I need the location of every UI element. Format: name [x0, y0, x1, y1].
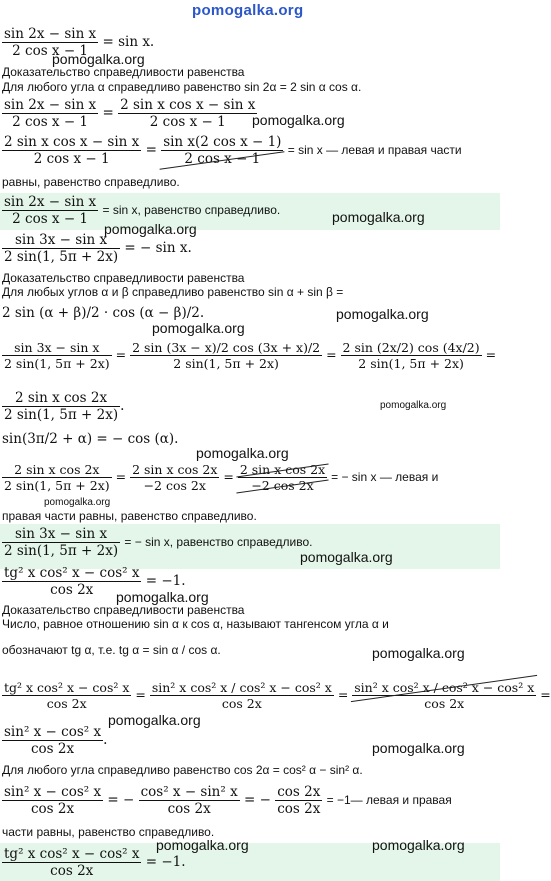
s2-result: $\frac{\text{sin 3x − sin x}}{2 \sin(1, 5\pi + 2x)}$ = − sin x, равенство справедливо. [4, 526, 313, 559]
watermark: pomogalka.org [372, 645, 465, 661]
s3-rule1: Число, равное отношению sin α к cos α, называют тангенсом угла α и [2, 617, 389, 631]
s1-line1: $\frac{\text{sin 2x − sin x}}{\text{2 cos x − 1}}$ = $\frac{\text{2 sin x cos x − sin x}}{\text{2 cos x − 1}}$ [4, 97, 256, 130]
s3-line3: $\frac{\text{sin² x − cos² x}}{\cos 2x}$ = − $\frac{\text{cos² x − sin² x}}{\cos 2x}$ = − $\frac{\cos 2x}{\cos 2x}$ = −1— левая и правая [4, 784, 452, 817]
s3-line1: $\frac{\text{tg² x cos² x − cos² x}}{\cos 2x}$ = $\frac{\text{sin² x cos² x / cos² x − cos² x}}{\cos 2x}$ = $\frac{\text{sin² x cos² x / cos² x − cos² x}}{\cos 2x}$ = [4, 680, 551, 711]
s3-rule2: обозначают tg α, т.е. tg α = sin α / cos α. [2, 643, 221, 657]
s2-conclusion: правая части равны, равенство справедливо. [2, 509, 257, 523]
s2-reduction: sin(3π/2 + α) = − cos (α). [2, 431, 179, 447]
s3-proof-heading: Доказательство справедливости равенства [2, 603, 245, 617]
watermark: pomogalka.org [196, 445, 289, 461]
s1-line2: $\frac{\text{2 sin x cos x − sin x}}{\text{2 cos x − 1}}$ = $\frac{\text{sin x(2 cos x − 1)}}{\text{2 cos x − 1}}$ = sin x — левая и правая части [4, 134, 462, 167]
s1-result: $\frac{\text{sin 2x − sin x}}{\text{2 cos x − 1}}$ = sin x, равенство справедливо. [4, 194, 281, 227]
s2-proof-heading: Доказательство справедливости равенства [2, 271, 245, 285]
watermark: pomogalka.org [372, 837, 465, 853]
s2-sum-formula: 2 sin (α + β)/2 · cos (α − β)/2. [2, 305, 205, 321]
watermark: pomogalka.org [44, 497, 111, 508]
s2-line1: $\frac{\text{sin 3x − sin x}}{2 \sin(1, 5\pi + 2x)}$ = $\frac{2 \sin (3x - x)/2 \cos (3x + x)/2}{2 \sin(1, 5\pi + 2x)}$ = $\frac{2 \sin (2x/2) \cos (4x/2)}{2 \sin(1, 5\pi + 2x)}$ = [4, 340, 497, 371]
s3-rule3: Для любого угла справедливо равенство cos 2α = cos² α − sin² α. [2, 763, 363, 777]
watermark: pomogalka.org [336, 306, 429, 322]
s3-equation: $\frac{\text{tg² x cos² x − cos² x}}{\cos 2x}$ = −1. [4, 565, 186, 598]
s1-proof-heading: Доказательство справедливости равенства [2, 65, 245, 79]
s2-rule: Для любых углов α и β справедливо равенство sin α + sin β = [2, 285, 344, 299]
s1-conclusion: равны, равенство справедливо. [2, 175, 180, 189]
watermark: pomogalka.org [252, 112, 345, 128]
watermark: pomogalka.org [116, 589, 209, 605]
s2-line2: $\frac{\text{2 sin x cos 2x}}{2 \sin(1, 5\pi + 2x)}$ . [4, 390, 125, 423]
site-title[interactable]: pomogalka.org [192, 2, 304, 19]
watermark: pomogalka.org [152, 320, 245, 336]
s1-rule: Для любого угла α справедливо равенство sin 2α = 2 sin α cos α. [2, 80, 362, 94]
s3-result: $\frac{\text{tg² x cos² x − cos² x}}{\cos 2x}$ = −1. [4, 846, 186, 879]
watermark: pomogalka.org [52, 51, 145, 67]
s1-equation: $\frac{\text{sin 2x − sin x}}{\text{2 cos x − 1}}$ = sin x. [4, 26, 155, 59]
s2-equation: $\frac{\text{sin 3x − sin x}}{2 \sin(1, 5\pi + 2x)}$ = − sin x. [4, 232, 192, 265]
watermark: pomogalka.org [104, 221, 197, 237]
watermark: pomogalka.org [332, 209, 425, 225]
watermark: pomogalka.org [380, 400, 447, 411]
watermark: pomogalka.org [108, 712, 201, 728]
watermark: pomogalka.org [372, 740, 465, 756]
watermark: pomogalka.org [156, 837, 249, 853]
watermark: pomogalka.org [300, 549, 393, 565]
s3-line2: $\frac{\text{sin² x − cos² x}}{\cos 2x}$ . [4, 724, 108, 757]
s2-line3: $\frac{\text{2 sin x cos 2x}}{2 \sin(1, 5\pi + 2x)}$ = $\frac{\text{2 sin x cos 2x}}{-2 \cos 2x}$ = $\frac{\text{2 sin x cos 2x}}{-2 \cos 2x}$ = − sin x — левая и [4, 462, 439, 493]
s3-conclusion: части равны, равенство справедливо. [2, 825, 215, 839]
